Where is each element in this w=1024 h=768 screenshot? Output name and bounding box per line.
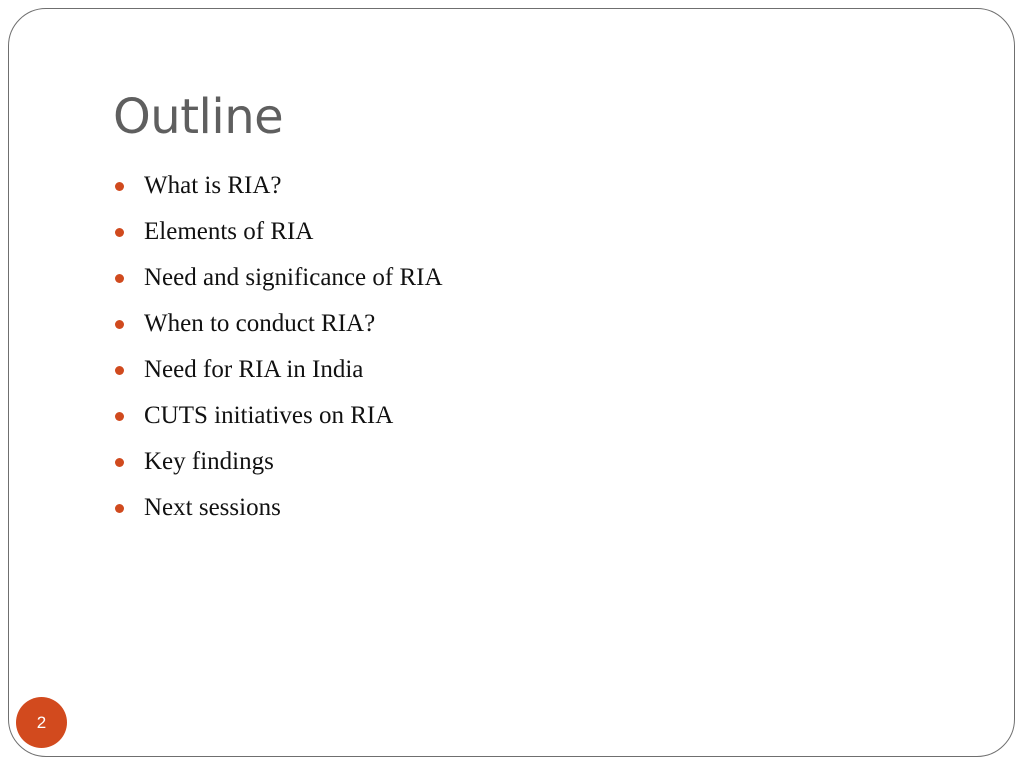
bullet-dot-icon [115,412,124,421]
outline-item-text: Need and significance of RIA [144,264,443,291]
outline-item [115,347,443,393]
outline-item [115,301,443,347]
outline-item-text: Elements of RIA [144,218,314,245]
bullet-dot-icon [115,182,124,191]
outline-item-text: Need for RIA in India [144,356,364,383]
bullet-dot-icon [115,274,124,283]
outline-item [115,485,443,531]
bullet-dot-icon [115,320,124,329]
outline-item-text: Key findings [144,448,274,475]
slide-title: Outline [113,89,284,145]
outline-item-text: Next sessions [144,494,281,521]
outline-item-text: When to conduct RIA? [144,310,376,337]
outline-item [115,209,443,255]
bullet-dot-icon [115,366,124,375]
outline-item [115,439,443,485]
bullet-dot-icon [115,458,124,467]
page-number: 2 [36,712,47,732]
bullet-dot-icon [115,228,124,237]
outline-item [115,163,443,209]
outline-item [115,255,443,301]
outline-item [115,393,443,439]
outline-list [115,163,443,531]
bullet-dot-icon [115,504,124,513]
outline-item-text: What is RIA? [144,172,282,199]
outline-item-text: CUTS initiatives on RIA [144,402,394,429]
page-number-badge [16,697,67,748]
